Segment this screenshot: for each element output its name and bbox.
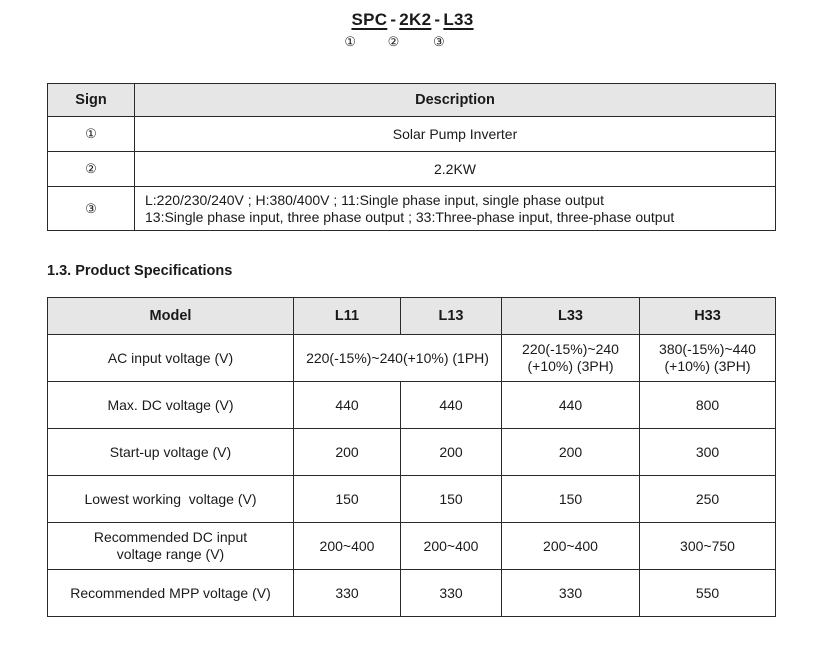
description-header: Description [135,84,776,117]
table-row [48,187,776,231]
model-code-line [0,10,825,30]
model-code-separator: - [434,10,441,29]
spec-table-header [48,298,776,335]
marker-1: ① [344,34,357,49]
description-cell: 2.2KW [135,152,776,187]
model-code-separator: - [390,10,397,29]
spec-value: 200 [294,429,401,476]
sign-cell: ③ [48,187,135,231]
sign-cell: ② [48,152,135,187]
section-title: 1.3. Product Specifications [47,263,233,279]
spec-value: 200~400 [401,523,502,570]
model-code [0,10,825,50]
spec-value: 200 [502,429,640,476]
spec-value: 150 [401,476,502,523]
spec-value: 220(-15%)~240(+10%) (1PH) [294,335,502,382]
model-code-voltage: L33 [443,10,474,29]
spec-label: AC input voltage (V) [48,335,294,382]
model-l11-header: L11 [294,298,401,335]
spec-value: 330 [294,570,401,617]
model-l33-header: L33 [502,298,640,335]
spec-value: 440 [401,382,502,429]
spec-value: 220(-15%)~240 (+10%) (3PH) [502,335,640,382]
sign-table-header [48,84,776,117]
table-row [48,429,776,476]
spec-value: 440 [294,382,401,429]
description-line: 13:Single phase input, three phase output ; 33:Three-phase input, three-phase output [145,208,675,225]
model-h33-header: H33 [640,298,776,335]
table-row [48,570,776,617]
spec-label: Recommended DC input voltage range (V) [48,523,294,570]
spec-value: 250 [640,476,776,523]
spec-value: 550 [640,570,776,617]
spec-table [47,297,776,617]
spec-value: 330 [502,570,640,617]
description-line: L:220/230/240V ; H:380/400V ; 11:Single phase input, single phase output [145,191,604,208]
spec-value: 150 [502,476,640,523]
marker-3: ③ [432,34,445,49]
table-row [48,382,776,429]
spec-label: Max. DC voltage (V) [48,382,294,429]
spec-value: 300~750 [640,523,776,570]
description-cell: Solar Pump Inverter [135,117,776,152]
model-code-power: 2K2 [399,10,432,29]
marker-2: ② [387,34,400,49]
model-code-markers [0,34,825,50]
spec-value: 300 [640,429,776,476]
table-row [48,152,776,187]
sign-header: Sign [48,84,135,117]
description-cell [135,187,776,231]
table-row [48,476,776,523]
spec-value: 800 [640,382,776,429]
model-l13-header: L13 [401,298,502,335]
spec-label: Lowest working voltage (V) [48,476,294,523]
model-code-series: SPC [351,10,388,29]
model-header: Model [48,298,294,335]
spec-value: 200~400 [294,523,401,570]
table-row [48,523,776,570]
table-row [48,117,776,152]
spec-label: Start-up voltage (V) [48,429,294,476]
spec-value: 150 [294,476,401,523]
sign-table [47,83,776,231]
spec-value: 380(-15%)~440 (+10%) (3PH) [640,335,776,382]
spec-value: 200 [401,429,502,476]
table-row [48,335,776,382]
spec-value: 200~400 [502,523,640,570]
spec-label: Recommended MPP voltage (V) [48,570,294,617]
spec-value: 440 [502,382,640,429]
spec-value: 330 [401,570,502,617]
sign-cell: ① [48,117,135,152]
